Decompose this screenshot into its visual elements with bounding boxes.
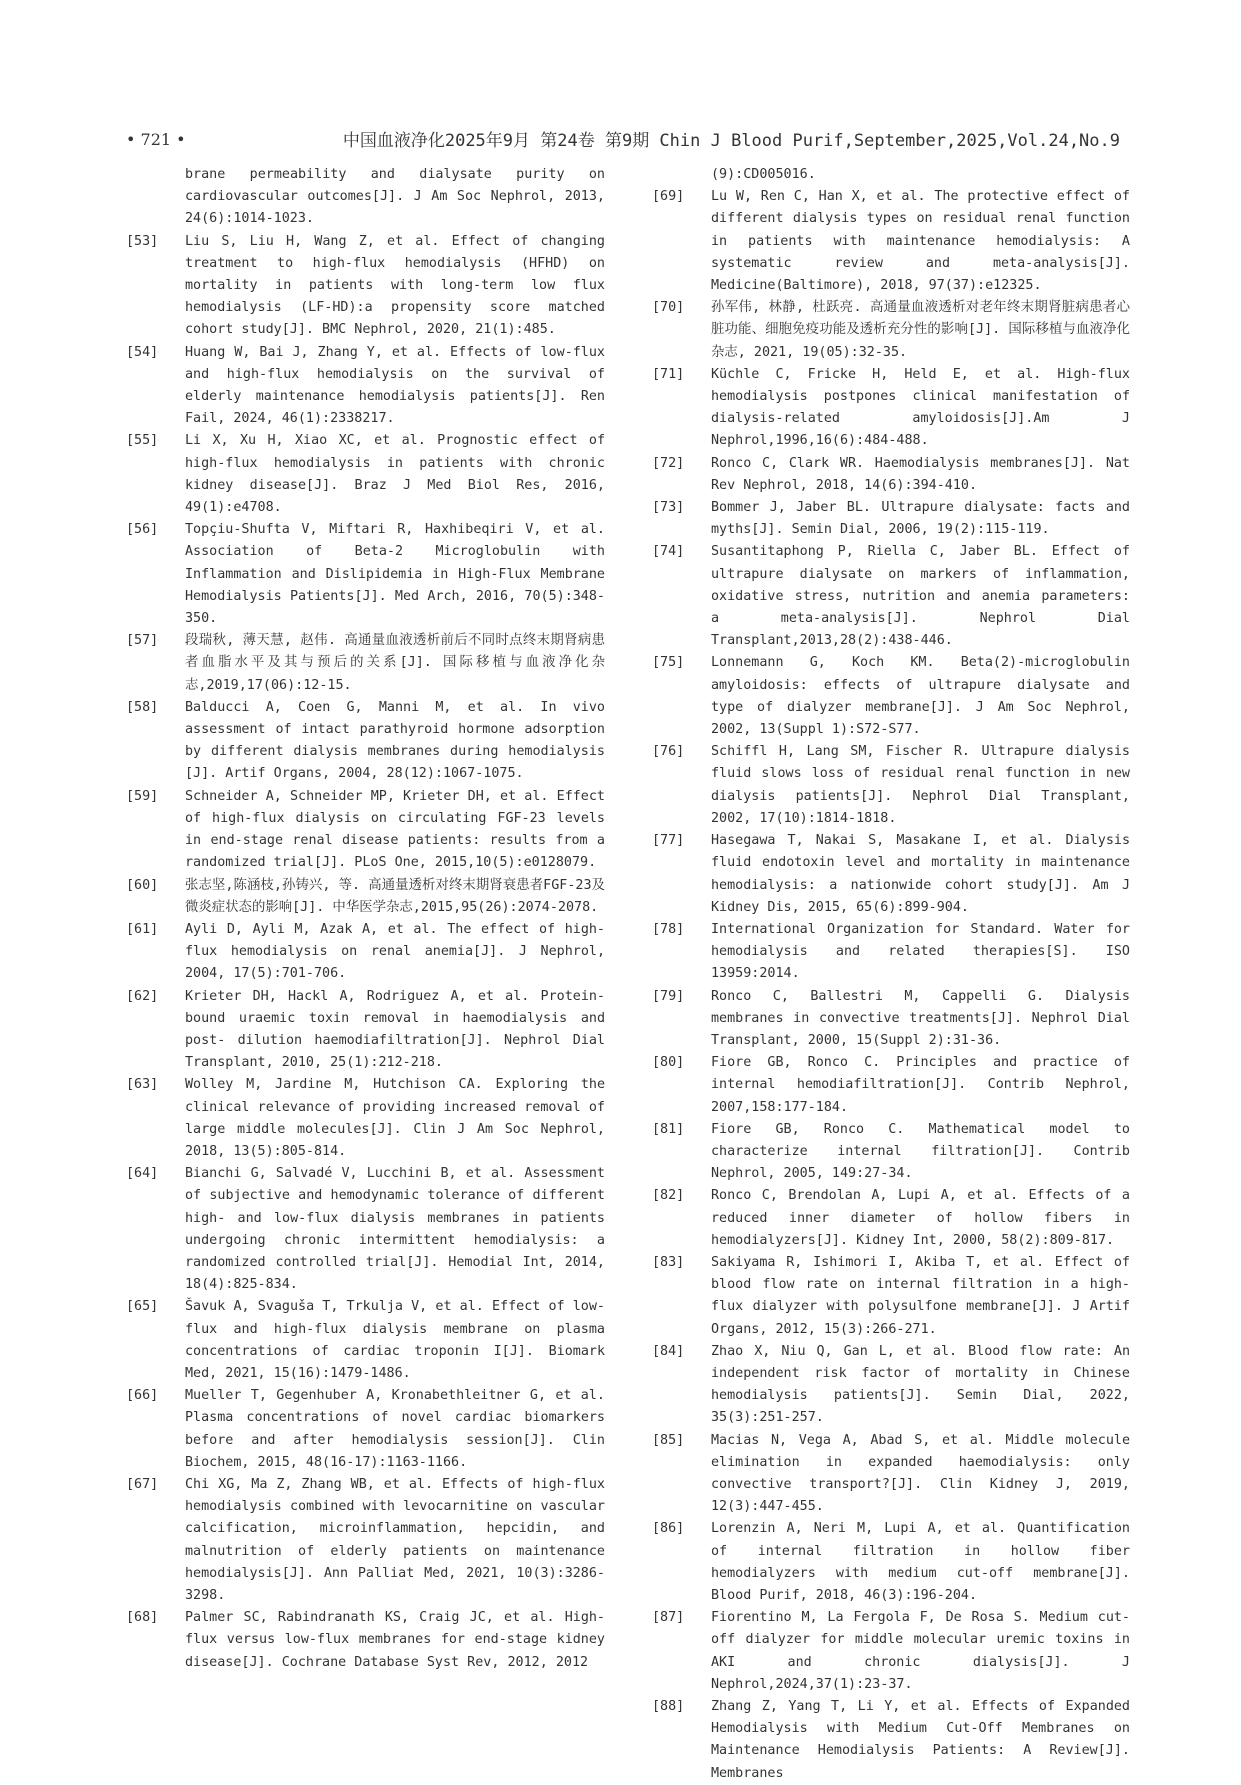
reference-number: [83] [652,1254,685,1270]
reference-continuation [126,164,605,231]
reference-entry [126,919,605,986]
reference-number: [53] [126,233,159,249]
reference-text: Macias N, Vega A, Abad S, et al. Middle molecule elimination in expanded haemodialysis: only convective transport?[J]. Clin Kidney J, 2019, 12(3):447-455. [711,1432,1130,1515]
reference-entry [652,1607,1130,1696]
reference-text: 段瑞秋, 薄天慧, 赵伟. 高通量血液透析前后不同时点终末期肾病患者血脂水平及其与预后的关系[J]. 国际移植与血液净化杂志,2019,17(06):12-15. [185,633,605,693]
reference-entry [126,630,605,697]
reference-text: (9):CD005016. [711,167,816,182]
reference-text: Liu S, Liu H, Wang Z, et al. Effect of changing treatment to high-flux hemodialysis (HFHD) on mortality in patients with long-term low flux hemodialysis (LF-HD):a propensity score matched cohort study[J]. BMC Nephrol, 2020, 21(1):485. [185,233,605,338]
reference-entry [652,541,1130,652]
reference-number: [55] [126,433,159,449]
reference-entry [126,1385,605,1474]
reference-text: Li X, Xu H, Xiao XC, et al. Prognostic effect of high-flux hemodialysis in patients with chronic kidney disease[J]. Braz J Med Biol Res, 2016, 49(1):e4708. [185,433,605,516]
reference-number: [77] [652,833,685,849]
reference-text: Ayli D, Ayli M, Azak A, et al. The effect of high-flux hemodialysis on renal anemia[J]. J Nephrol, 2004, 17(5):701-706. [185,921,605,982]
reference-entry [126,342,605,431]
reference-entry [126,1474,605,1607]
reference-text: Fiore GB, Ronco C. Principles and practice of internal hemodiafiltration[J]. Contrib Nephrol, 2007,158:177-184. [711,1055,1130,1115]
reference-number: [60] [126,877,159,893]
reference-text: Küchle C, Fricke H, Held E, et al. High-flux hemodialysis postpones clinical manifestation of dialysis-related amyloidosis[J].Am J Nephrol,1996,16(6):484-488. [711,366,1130,449]
reference-number: [81] [652,1121,685,1137]
reference-text: Huang W, Bai J, Zhang Y, et al. Effects of low-flux and high-flux hemodialysis on the survival of elderly maintenance hemodialysis patients[J]. Ren Fail, 2024, 46(1):2338217. [185,344,605,427]
reference-entry [126,986,605,1075]
reference-number: [64] [126,1166,159,1182]
reference-number: [71] [652,366,685,382]
reference-entry [652,1518,1130,1607]
reference-number: [88] [652,1699,685,1715]
reference-entry [126,786,605,875]
reference-entry [652,830,1130,919]
reference-number: [78] [652,921,685,937]
reference-text: 张志坚,陈涵枝,孙铸兴, 等. 高通量透析对终末期肾衰患者FGF-23及微炎症状态的影响[J]. 中华医学杂志,2015,95(26):2074-2078. [185,877,605,915]
reference-entry [652,497,1130,541]
reference-text: Sakiyama R, Ishimori I, Akiba T, et al. Effect of blood flow rate on internal filtration in a high-flux dialyzer with polysulfone membrane[J]. J Artif Organs, 2012, 15(3):266-271. [711,1254,1130,1337]
reference-number: [58] [126,699,159,715]
reference-number: [70] [652,300,685,316]
reference-number: [68] [126,1610,159,1626]
reference-entry [126,1163,605,1296]
reference-entry [652,986,1130,1053]
reference-text: Susantitaphong P, Riella C, Jaber BL. Effect of ultrapure dialysate on markers of inflammation, oxidative stress, nutrition and anemia parameters: a meta-analysis[J]. Nephrol Dial Transplant,2013,28(2):438-446. [711,544,1130,649]
reference-text: International Organization for Standard. Water for hemodialysis and related therapies[S]. ISO 13959:2014. [711,921,1130,982]
reference-column-left [126,164,605,1674]
reference-number: [72] [652,455,685,471]
reference-entry [652,1052,1130,1119]
reference-column-right [652,164,1130,1785]
reference-entry [652,364,1130,453]
reference-entry [652,1430,1130,1519]
reference-entry [652,1341,1130,1430]
reference-entry [652,297,1130,364]
reference-text: Palmer SC, Rabindranath KS, Craig JC, et al. High-flux versus low-flux membranes for end-stage kidney disease[J]. Cochrane Database Syst Rev, 2012, 2012 [185,1610,605,1670]
reference-entry [126,1074,605,1163]
reference-number: [80] [652,1055,685,1071]
reference-entry [652,1119,1130,1186]
reference-number: [54] [126,344,159,360]
reference-number: [69] [652,189,685,205]
reference-number: [67] [126,1476,159,1492]
reference-text: Zhang Z, Yang T, Li Y, et al. Effects of Expanded Hemodialysis with Medium Cut-Off Membranes on Maintenance Hemodialysis Patients: A Review[J]. Membranes [711,1699,1130,1781]
reference-number: [87] [652,1610,685,1626]
reference-number: [82] [652,1188,685,1204]
journal-citation-line: 中国血液净化2025年9月 第24卷 第9期 Chin J Blood Purif,September,2025,Vol.24,No.9 [342,131,1120,151]
reference-number: [85] [652,1432,685,1448]
reference-text: Wolley M, Jardine M, Hutchison CA. Exploring the clinical relevance of providing increased removal of large middle molecules[J]. Clin J Am Soc Nephrol, 2018, 13(5):805-814. [185,1077,605,1159]
reference-text: brane permeability and dialysate purity on cardiovascular outcomes[J]. J Am Soc Nephrol, 2013, 24(6):1014-1023. [185,167,605,227]
reference-entry [652,652,1130,741]
reference-number: [73] [652,500,685,516]
reference-number: [79] [652,988,685,1004]
reference-entry [126,875,605,919]
reference-number: [59] [126,788,159,804]
reference-number: [75] [652,655,685,671]
reference-entry [126,519,605,630]
reference-text: Hasegawa T, Nakai S, Masakane I, et al. Dialysis fluid endotoxin level and mortality in maintenance hemodialysis: a nationwide cohort study[J]. Am J Kidney Dis, 2015, 65(6):899-904. [711,833,1130,915]
reference-text: Bianchi G, Salvadé V, Lucchini B, et al. Assessment of subjective and hemodynamic tolerance of different high- and low-flux dialysis membranes in patients undergoing chronic intermittent hemodialysis: a randomized controlled trial[J]. Hemodial Int, 2014, 18(4):825-834. [185,1166,605,1293]
reference-text: 孙军伟, 林静, 杜跃亮. 高通量血液透析对老年终末期肾脏病患者心脏功能、细胞免疫功能及透析充分性的影响[J]. 国际移植与血液净化杂志, 2021, 19(05):32-35. [711,300,1130,360]
reference-text: Bommer J, Jaber BL. Ultrapure dialysate: facts and myths[J]. Semin Dial, 2006, 19(2):115-119. [711,500,1130,538]
reference-text: Krieter DH, Hackl A, Rodriguez A, et al. Protein-bound uraemic toxin removal in haemodialysis and post- dilution haemodiafiltration[J]. Nephrol Dial Transplant, 2010, 25(1):212-218. [185,988,605,1071]
reference-text: Ronco C, Brendolan A, Lupi A, et al. Effects of a reduced inner diameter of hollow fibers in hemodialyzers[J]. Kidney Int, 2000, 58(2):809-817. [711,1188,1130,1248]
reference-entry [652,453,1130,497]
reference-number: [57] [126,633,159,649]
reference-number: [56] [126,522,159,538]
reference-entry [126,430,605,519]
reference-text: Zhao X, Niu Q, Gan L, et al. Blood flow rate: An independent risk factor of mortality in Chinese hemodialysis patients[J]. Semin Dial, 2022, 35(3):251-257. [711,1343,1130,1426]
reference-number: [62] [126,988,159,1004]
reference-entry [652,919,1130,986]
reference-text: Schneider A, Schneider MP, Krieter DH, et al. Effect of high-flux dialysis on circulating FGF-23 levels in end-stage renal disease patients: results from a randomized trial[J]. PLoS One, 2015,10(5):e0128079. [185,788,605,871]
reference-entry [652,1185,1130,1252]
reference-entry [126,1296,605,1385]
reference-text: Topçiu-Shufta V, Miftari R, Haxhibeqiri V, et al. Association of Beta-2 Microglobulin with Inflammation and Dislipidemia in High-Flux Membrane Hemodialysis Patients[J]. Med Arch, 2016, 70(5):348-350. [185,522,605,627]
reference-text: Šavuk A, Svaguša T, Trkulja V, et al. Effect of low-flux and high-flux dialysis membrane on plasma concentrations of cardiac troponin I[J]. Biomark Med, 2021, 15(16):1479-1486. [185,1299,605,1381]
reference-entry [652,1252,1130,1341]
reference-text: Ronco C, Ballestri M, Cappelli G. Dialysis membranes in convective treatments[J]. Nephrol Dial Transplant, 2000, 15(Suppl 2):31-36. [711,988,1130,1048]
reference-text: Balducci A, Coen G, Manni M, et al. In vivo assessment of intact parathyroid hormone adsorption by different dialysis membranes during hemodialysis [J]. Artif Organs, 2004, 28(12):1067-1075. [185,699,605,782]
reference-text: Ronco C, Clark WR. Haemodialysis membranes[J]. Nat Rev Nephrol, 2018, 14(6):394-410. [711,455,1130,493]
reference-number: [61] [126,921,159,937]
reference-entry [652,1696,1130,1785]
reference-entry [126,697,605,786]
reference-text: Lu W, Ren C, Han X, et al. The protective effect of different dialysis types on residual renal function in patients with maintenance hemodialysis: A systematic review and meta-analysis[J]. Medicine(Baltimore), 2018, 97(37):e12325. [711,189,1130,294]
reference-entry [652,186,1130,297]
reference-number: [66] [126,1388,159,1404]
reference-text: Lonnemann G, Koch KM. Beta(2)-microglobulin amyloidosis: effects of ultrapure dialysate and type of dialyzer membrane[J]. J Am Soc Nephrol, 2002, 13(Suppl 1):S72-S77. [711,655,1130,738]
reference-entry [126,231,605,342]
page-number: • 721 • [126,130,186,149]
reference-number: [74] [652,544,685,560]
reference-number: [63] [126,1077,159,1093]
reference-text: Fiorentino M, La Fergola F, De Rosa S. Medium cut-off dialyzer for middle molecular uremic toxins in AKI and chronic dialysis[J]. J Nephrol,2024,37(1):23-37. [711,1610,1130,1692]
reference-text: Fiore GB, Ronco C. Mathematical model to characterize internal filtration[J]. Contrib Nephrol, 2005, 149:27-34. [711,1121,1130,1182]
reference-number: [84] [652,1343,685,1359]
reference-continuation [652,164,1130,186]
reference-entry [652,741,1130,830]
reference-text: Schiffl H, Lang SM, Fischer R. Ultrapure dialysis fluid slows loss of residual renal function in new dialysis patients[J]. Nephrol Dial Transplant, 2002, 17(10):1814-1818. [711,744,1130,826]
reference-number: [65] [126,1299,159,1315]
reference-number: [76] [652,744,685,760]
reference-number: [86] [652,1521,685,1537]
reference-text: Chi XG, Ma Z, Zhang WB, et al. Effects of high-flux hemodialysis combined with levocarnitine on vascular calcification, microinflammation, hepcidin, and malnutrition of elderly patients on maintenance hemodialysis[J]. Ann Palliat Med, 2021, 10(3):3286-3298. [185,1476,605,1603]
reference-entry [126,1607,605,1674]
reference-text: Lorenzin A, Neri M, Lupi A, et al. Quantification of internal filtration in hollow fiber hemodialyzers with medium cut-off membrane[J]. Blood Purif, 2018, 46(3):196-204. [711,1521,1130,1603]
running-header [126,126,1120,156]
reference-text: Mueller T, Gegenhuber A, Kronabethleitner G, et al. Plasma concentrations of novel cardiac biomarkers before and after hemodialysis session[J]. Clin Biochem, 2015, 48(16-17):1163-1166. [185,1388,605,1470]
